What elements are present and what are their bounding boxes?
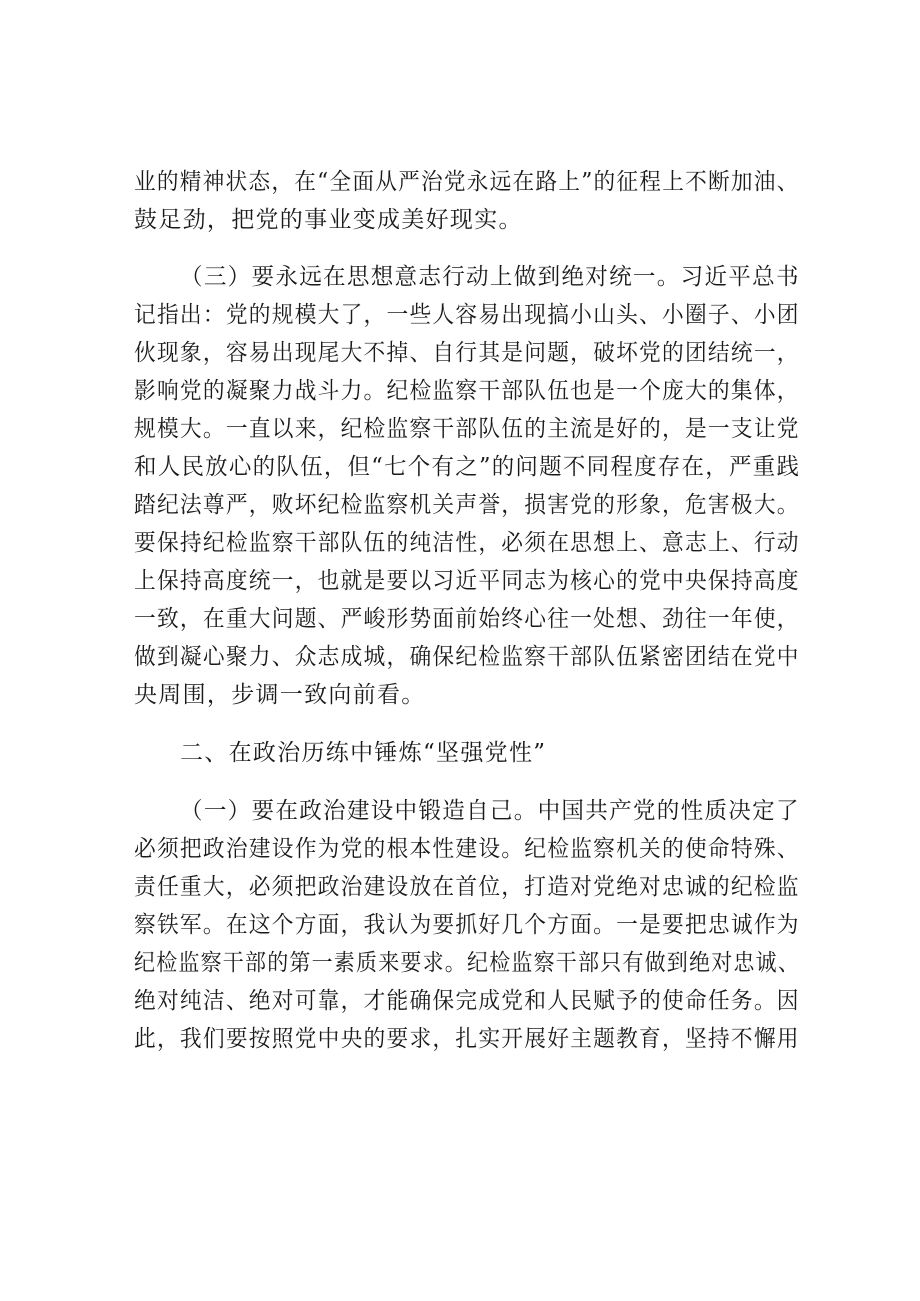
section-heading: 二、在政治历练中锤炼“坚强党性” [180, 740, 547, 766]
text-line-14: 央周围，步调一致向前看。 [134, 682, 426, 708]
text-line-9: 踏纪法尊严，败坏纪检监察机关声誉，损害党的形象，危害极大。 [134, 492, 800, 518]
text-line-3: （三）要永远在思想意志行动上做到绝对统一。习近平总书 [180, 264, 800, 290]
text-line-2: 鼓足劲，把党的事业变成美好现实。 [134, 207, 523, 233]
text-line-10: 要保持纪检监察干部队伍的纯洁性，必须在思想上、意志上、行动 [134, 530, 800, 556]
text-line-22: 此，我们要按照党中央的要求，扎实开展好主题教育，坚持不懈用 [134, 1026, 800, 1052]
text-line-20: 纪检监察干部的第一素质来要求。纪检监察干部只有做到绝对忠诚、 [134, 950, 801, 976]
text-line-21: 绝对纯洁、绝对可靠，才能确保完成党和人民赋予的使命任务。因 [134, 988, 800, 1014]
text-line-4: 记指出：党的规模大了，一些人容易出现搞小山头、小圈子、小团 [134, 302, 800, 328]
text-line-12: 一致，在重大问题、严峻形势面前始终心往一处想、劲往一年使， [134, 606, 800, 632]
text-line-11: 上保持高度统一，也就是要以习近平同志为核心的党中央保持高度 [134, 568, 800, 594]
text-line-1: 业的精神状态，在“全面从严治党永远在路上”的征程上不断加油、 [134, 169, 800, 195]
text-line-8: 和人民放心的队伍，但“七个有之”的问题不同程度存在，严重践 [134, 454, 801, 480]
text-line-6: 影响党的凝聚力战斗力。纪检监察干部队伍也是一个庞大的集体， [134, 378, 800, 404]
text-line-19: 察铁军。在这个方面，我认为要抓好几个方面。一是要把忠诚作为 [134, 912, 800, 938]
text-line-17: 必须把政治建设作为党的根本性建设。纪检监察机关的使命特殊、 [134, 836, 800, 862]
text-line-7: 规模大。一直以来，纪检监察干部队伍的主流是好的，是一支让党 [134, 416, 800, 442]
text-line-13: 做到凝心聚力、众志成城，确保纪检监察干部队伍紧密团结在党中 [134, 644, 800, 670]
text-line-16: （一）要在政治建设中锻造自己。中国共产党的性质决定了 [180, 798, 800, 824]
text-line-5: 伙现象，容易出现尾大不掉、自行其是问题，破坏党的团结统一， [134, 340, 800, 366]
text-line-18: 责任重大，必须把政治建设放在首位，打造对党绝对忠诚的纪检监 [134, 874, 800, 900]
